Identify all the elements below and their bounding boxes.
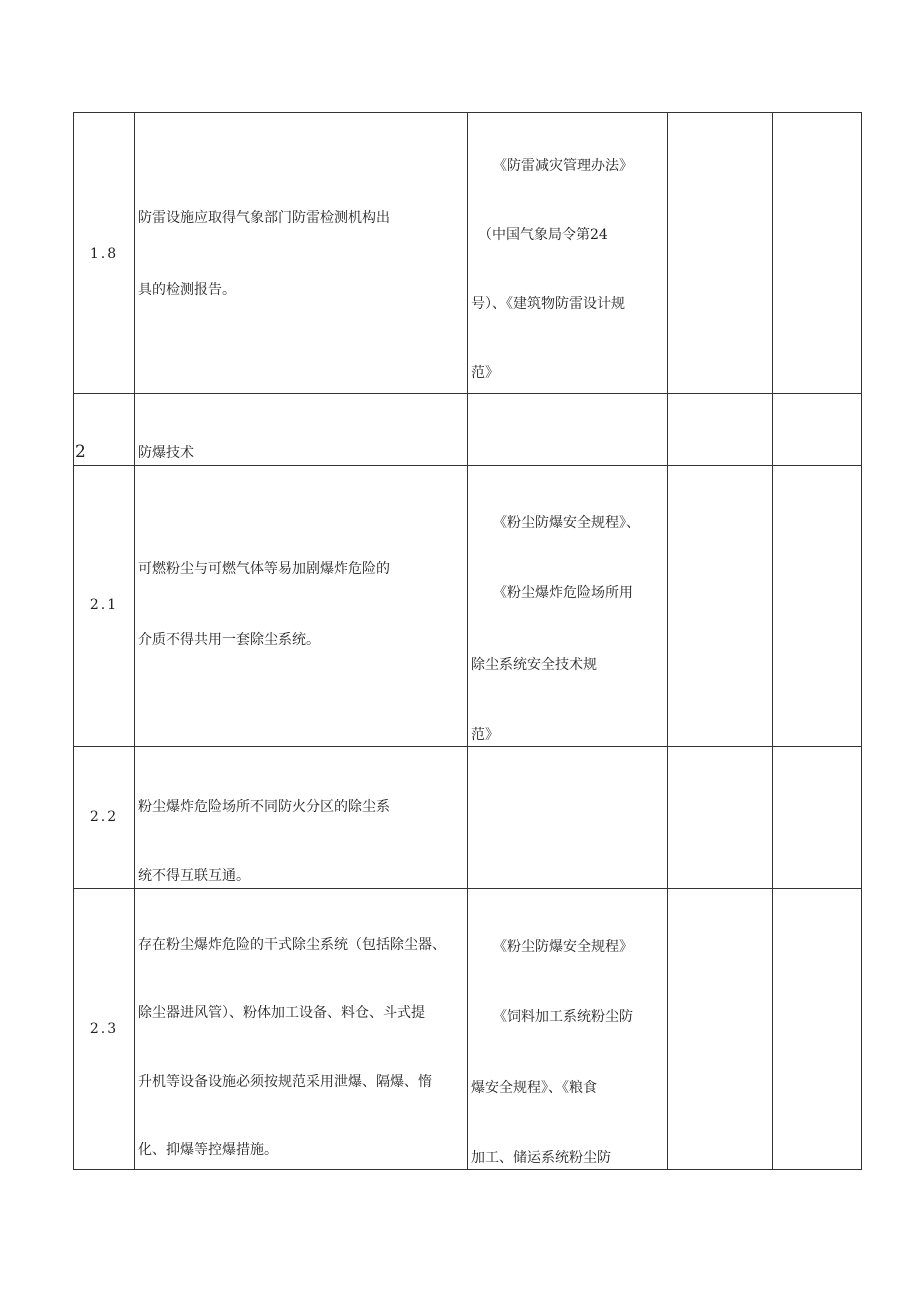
basis-line: 范》 [471,365,499,381]
item-number-cell [74,466,135,747]
empty-cell [468,747,668,889]
basis-line: 《粉尘防爆安全规程》、 [493,515,640,531]
item-number-cell [74,113,135,394]
empty-cell [668,394,773,466]
basis-line: （中国气象局令第24 [478,227,608,243]
safety-checklist-table [73,112,862,1170]
basis-cell [468,466,668,747]
requirement-line: 粉尘爆炸危险场所不同防火分区的除尘系 [138,799,390,815]
requirement-line: 具的检测报告。 [138,282,236,298]
item-number: 2.2 [89,809,119,825]
requirement-cell [135,113,468,394]
empty-cell [668,747,773,889]
basis-line: 范》 [471,727,499,743]
table-row [74,394,862,466]
empty-cell [773,747,862,889]
basis-line: 爆安全规程》、《粮食 [471,1080,597,1096]
empty-cell [668,113,773,394]
requirement-line: 升机等设备设施必须按规范采用泄爆、隔爆、惰 [138,1074,432,1090]
table-row [74,113,862,394]
requirement-line: 介质不得共用一套除尘系统。 [138,632,320,648]
item-number-cell [74,394,135,466]
requirement-cell [135,889,468,1170]
requirement-line: 防雷设施应取得气象部门防雷检测机构出 [138,210,390,226]
requirement-cell [135,394,468,466]
empty-cell [773,889,862,1170]
basis-cell [468,889,668,1170]
basis-line: 加工、储运系统粉尘防 [471,1150,611,1166]
empty-cell [468,394,668,466]
section-title: 防爆技术 [138,445,194,461]
requirement-line: 除尘器进风管）、粉体加工设备、料仓、斗式提 [138,1005,425,1021]
empty-cell [773,466,862,747]
item-number: 1.8 [89,246,119,262]
empty-cell [773,113,862,394]
requirement-line: 存在粉尘爆炸危险的干式除尘系统（包括除尘器、 [138,937,446,953]
basis-line: 《防雷减灾管理办法》 [493,158,633,174]
empty-cell [773,394,862,466]
table-row [74,889,862,1170]
requirement-line: 化、抑爆等控爆措施。 [138,1142,278,1158]
basis-line: 《饲料加工系统粉尘防 [493,1009,633,1025]
item-number: 2.1 [89,597,119,613]
empty-cell [668,889,773,1170]
requirement-line: 可燃粉尘与可燃气体等易加剧爆炸危险的 [138,561,390,577]
item-number: 2.3 [89,1021,119,1037]
empty-cell [668,466,773,747]
requirement-line: 统不得互联互通。 [138,868,250,884]
item-number-cell [74,747,135,889]
basis-line: 除尘系统安全技术规 [471,657,597,673]
requirement-cell [135,466,468,747]
basis-line: 《粉尘爆炸危险场所用 [493,585,633,601]
basis-cell [468,113,668,394]
basis-line: 《粉尘防爆安全规程》 [493,939,633,955]
item-number-cell [74,889,135,1170]
basis-line: 号）、《建筑物防雷设计规 [471,296,625,312]
section-number: 2 [75,442,86,462]
table-row [74,466,862,747]
table-row [74,747,862,889]
requirement-cell [135,747,468,889]
